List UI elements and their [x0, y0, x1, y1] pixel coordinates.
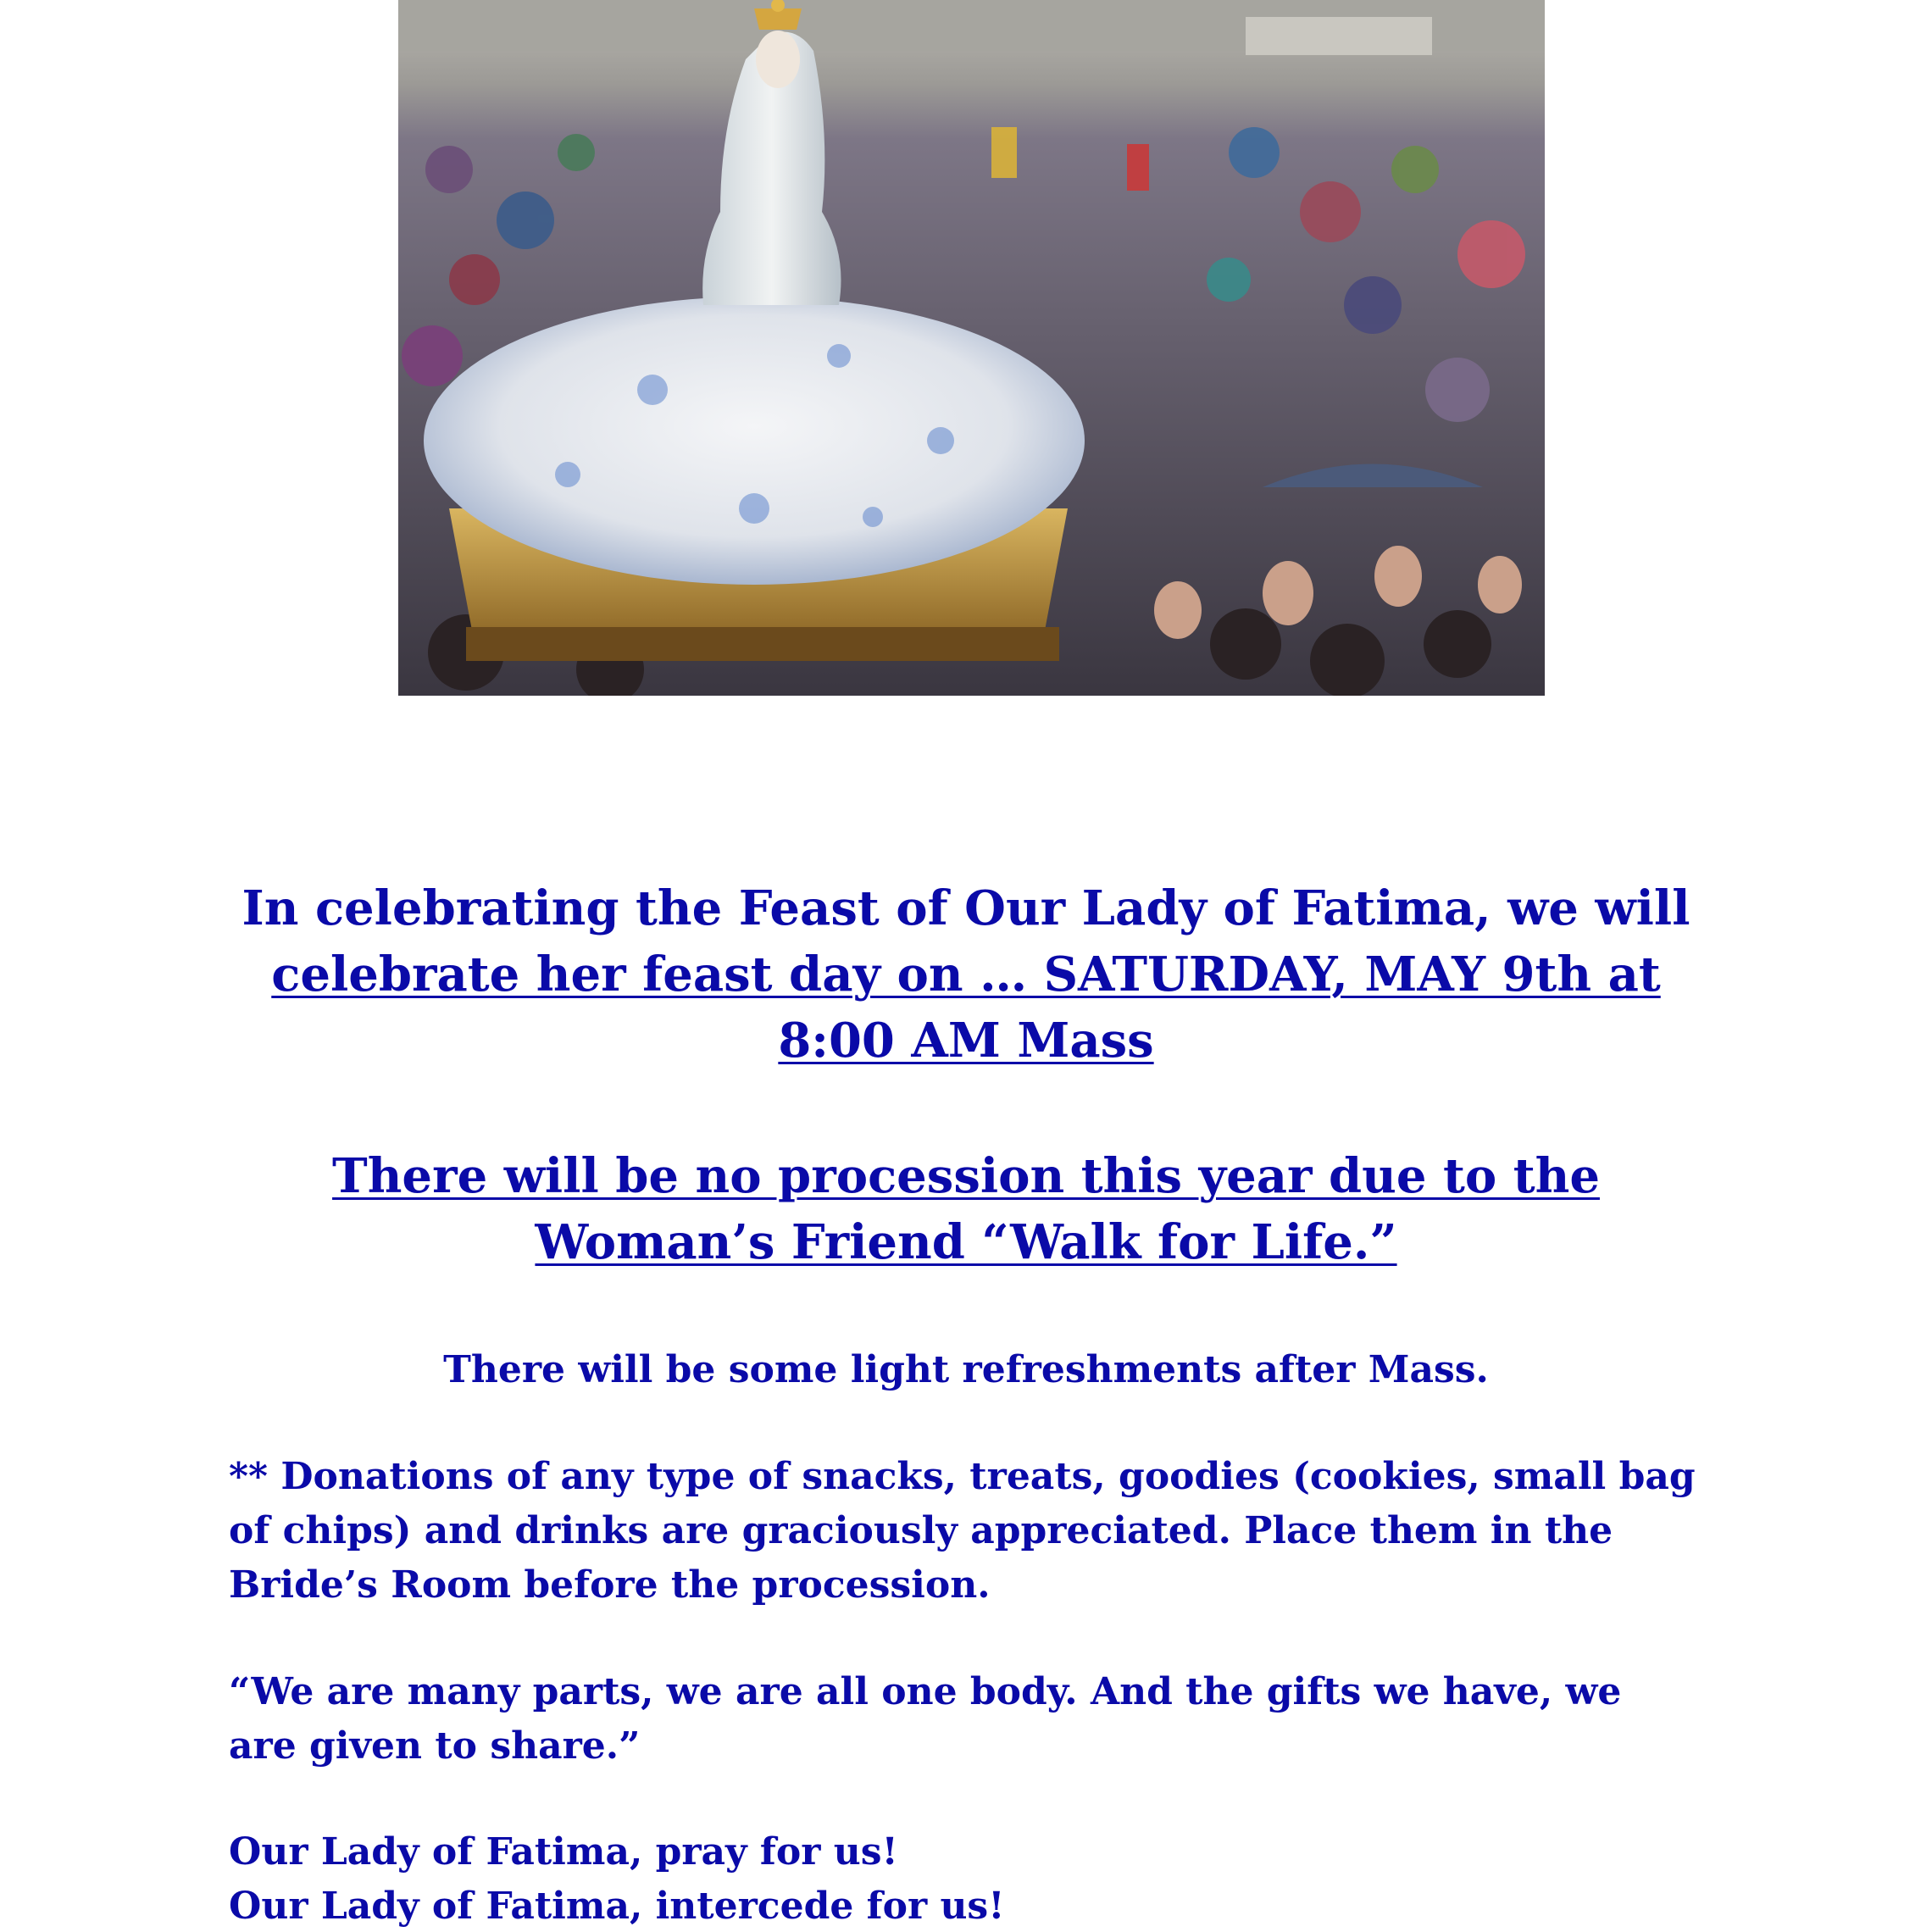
headline-line-3: 8:00 AM Mass [778, 1013, 1154, 1069]
donations-line-2: of chips) and drinks are graciously appreciated. Place them in the [229, 1509, 1613, 1552]
quote-line-1: “We are many parts, we are all one body. And the gifts we have, we [229, 1670, 1622, 1713]
feast-photo [398, 0, 1545, 696]
donations-paragraph [229, 1450, 1720, 1613]
feast-headline [195, 875, 1737, 1074]
prayers-paragraph [229, 1825, 1720, 1932]
statue-procession-illustration [398, 0, 1545, 696]
procession-notice-line-1: There will be no procession this year due to the [332, 1148, 1600, 1204]
prayer-line-2: Our Lady of Fatima, intercede for us! [229, 1885, 1005, 1928]
procession-notice-line-2: Woman’s Friend “Walk for Life.” [535, 1214, 1397, 1270]
procession-notice [195, 1143, 1737, 1275]
prayer-line-1: Our Lady of Fatima, pray for us! [229, 1830, 898, 1874]
refreshments-note: There will be some light refreshments after Mass. [443, 1348, 1489, 1391]
quote-paragraph [229, 1665, 1720, 1774]
donations-line-1: ** Donations of any type of snacks, treats, goodies (cookies, small bag [229, 1455, 1696, 1498]
headline-line-1: In celebrating the Feast of Our Lady of Fatima, we will [242, 880, 1690, 936]
quote-line-2: are given to share.” [229, 1724, 641, 1768]
donations-line-3: Bride’s Room before the procession. [229, 1563, 991, 1607]
headline-line-2: celebrate her feast day on … SATURDAY, MAY 9th at [271, 947, 1661, 1002]
